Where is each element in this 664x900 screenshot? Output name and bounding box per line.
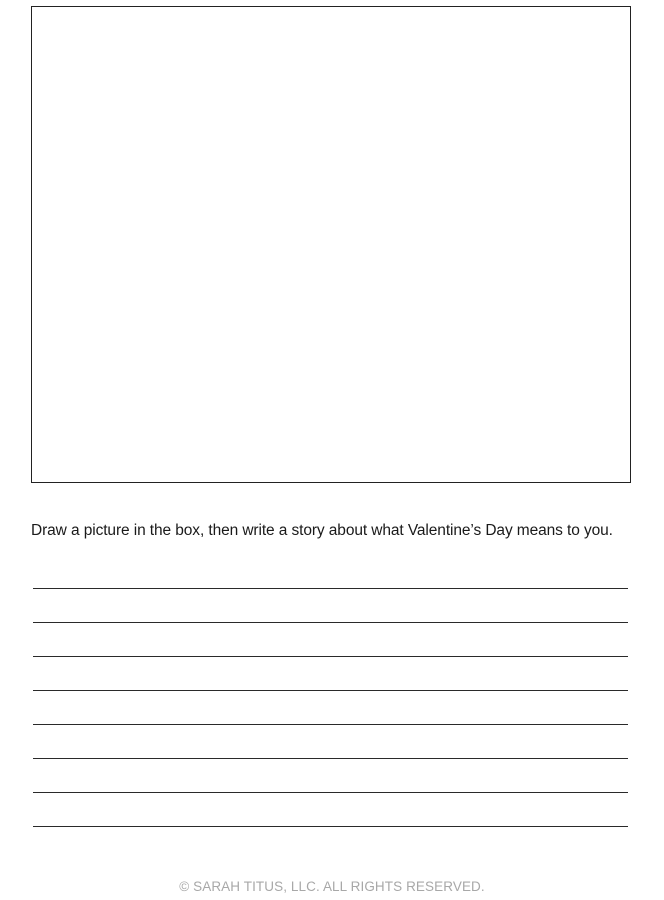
writing-line[interactable] [33, 792, 628, 793]
writing-line[interactable] [33, 826, 628, 827]
instructions-text: Draw a picture in the box, then write a story about what Valentine’s Day means to you. [31, 522, 613, 539]
writing-line[interactable] [33, 622, 628, 623]
copyright-footer: © SARAH TITUS, LLC. ALL RIGHTS RESERVED. [179, 879, 485, 894]
writing-line[interactable] [33, 690, 628, 691]
drawing-box[interactable] [31, 6, 631, 483]
writing-line[interactable] [33, 724, 628, 725]
writing-line[interactable] [33, 656, 628, 657]
writing-line[interactable] [33, 588, 628, 589]
writing-line[interactable] [33, 758, 628, 759]
